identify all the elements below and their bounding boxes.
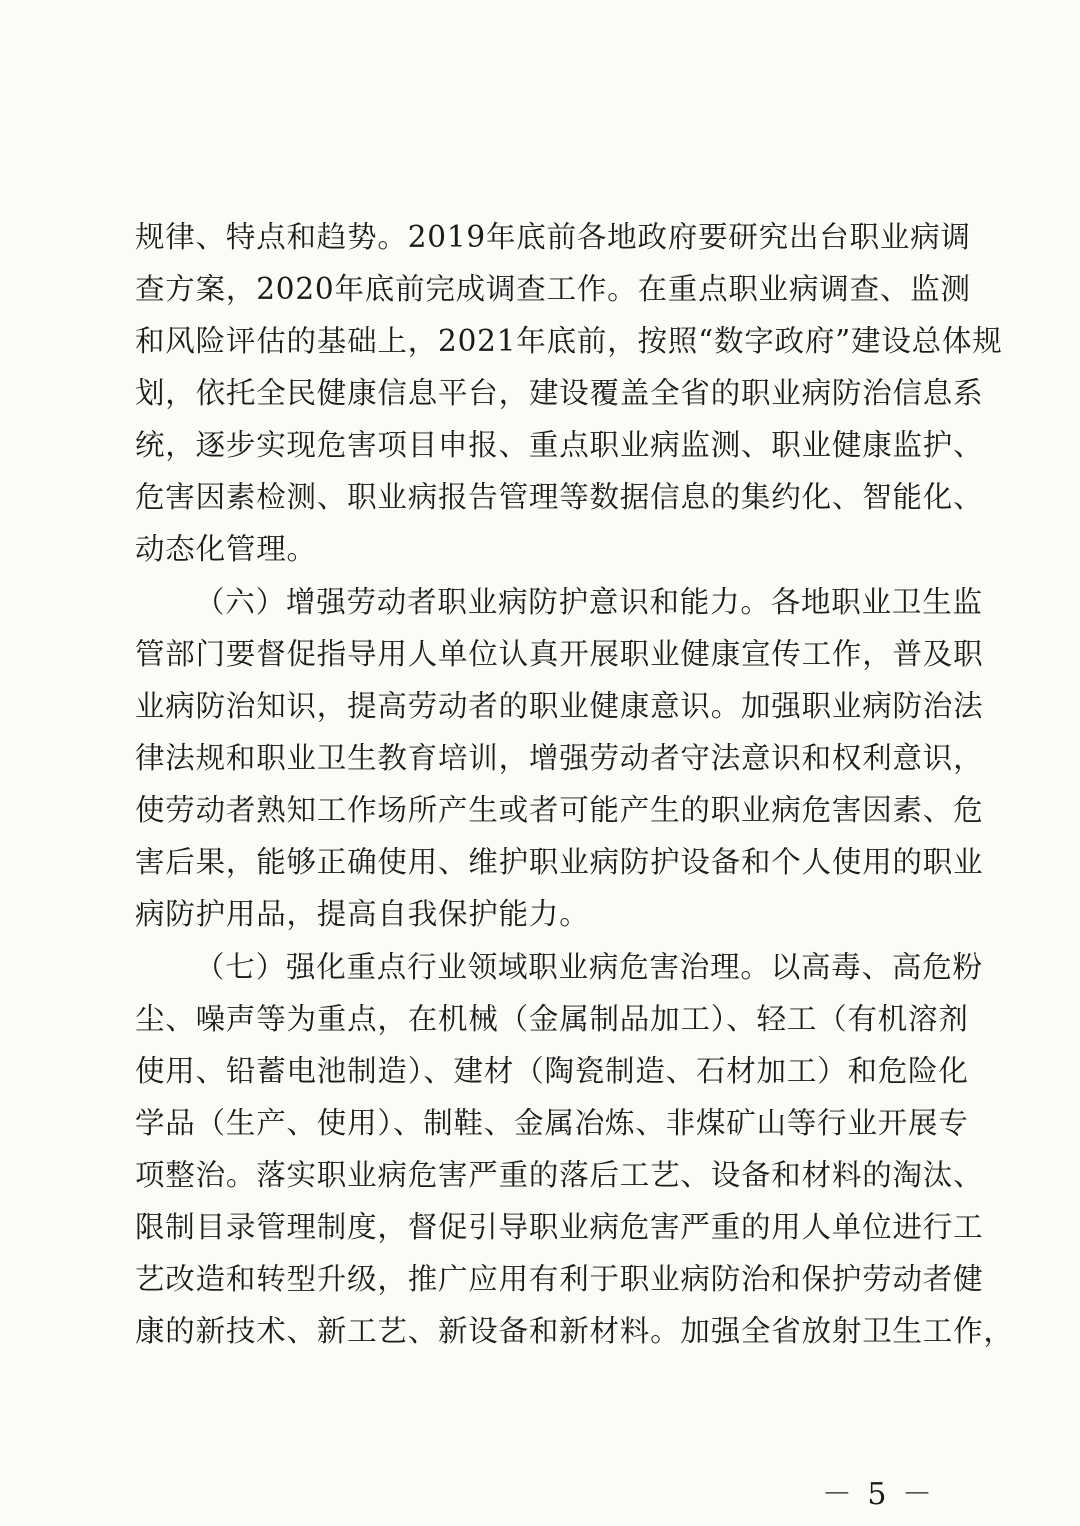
body-text-line: 规律、特点和趋势。2019年底前各地政府要研究出台职业病调 xyxy=(135,220,971,254)
section-six-heading-line: （六）增强劳动者职业病防护意识和能力。各地职业卫生监 xyxy=(195,585,983,619)
body-text-line: 业病防治知识，提高劳动者的职业健康意识。加强职业病防治法 xyxy=(135,689,984,723)
body-text-line: 项整治。落实职业病危害严重的落后工艺、设备和材料的淘汰、 xyxy=(135,1158,984,1192)
body-text-line: 康的新技术、新工艺、新设备和新材料。加强全省放射卫生工作， xyxy=(135,1314,1014,1348)
body-text-line: 害后果，能够正确使用、维护职业病防护设备和个人使用的职业 xyxy=(135,845,984,879)
body-text-line: 限制目录管理制度，督促引导职业病危害严重的用人单位进行工 xyxy=(135,1210,984,1244)
body-text-line: 病防护用品，提高自我保护能力。 xyxy=(135,897,590,931)
body-text-line: 使劳动者熟知工作场所产生或者可能产生的职业病危害因素、危 xyxy=(135,793,984,827)
body-text-line: 查方案，2020年底前完成调查工作。在重点职业病调查、监测 xyxy=(135,272,971,306)
body-text-line: 学品（生产、使用）、制鞋、金属冶炼、非煤矿山等行业开展专 xyxy=(135,1106,969,1140)
body-text-line: 使用、铅蓄电池制造）、建材（陶瓷制造、石材加工）和危险化 xyxy=(135,1054,969,1088)
page-number: － 5 － xyxy=(821,1477,935,1512)
section-seven-heading-line: （七）强化重点行业领域职业病危害治理。以高毒、高危粉 xyxy=(195,950,983,984)
body-text-line: 危害因素检测、职业病报告管理等数据信息的集约化、智能化、 xyxy=(135,480,984,514)
body-text-line: 动态化管理。 xyxy=(135,532,317,566)
body-text-line: 律法规和职业卫生教育培训，增强劳动者守法意识和权利意识， xyxy=(135,741,984,775)
body-text-line: 管部门要督促指导用人单位认真开展职业健康宣传工作，普及职 xyxy=(135,637,984,671)
body-text-line: 和风险评估的基础上，2021年底前，按照“数字政府”建设总体规 xyxy=(135,324,1003,358)
body-text-line: 艺改造和转型升级，推广应用有利于职业病防治和保护劳动者健 xyxy=(135,1262,984,1296)
body-text-line: 尘、噪声等为重点，在机械（金属制品加工）、轻工（有机溶剂 xyxy=(135,1002,969,1036)
body-text-line: 划，依托全民健康信息平台，建设覆盖全省的职业病防治信息系 xyxy=(135,376,984,410)
body-text-line: 统，逐步实现危害项目申报、重点职业病监测、职业健康监护、 xyxy=(135,428,984,462)
